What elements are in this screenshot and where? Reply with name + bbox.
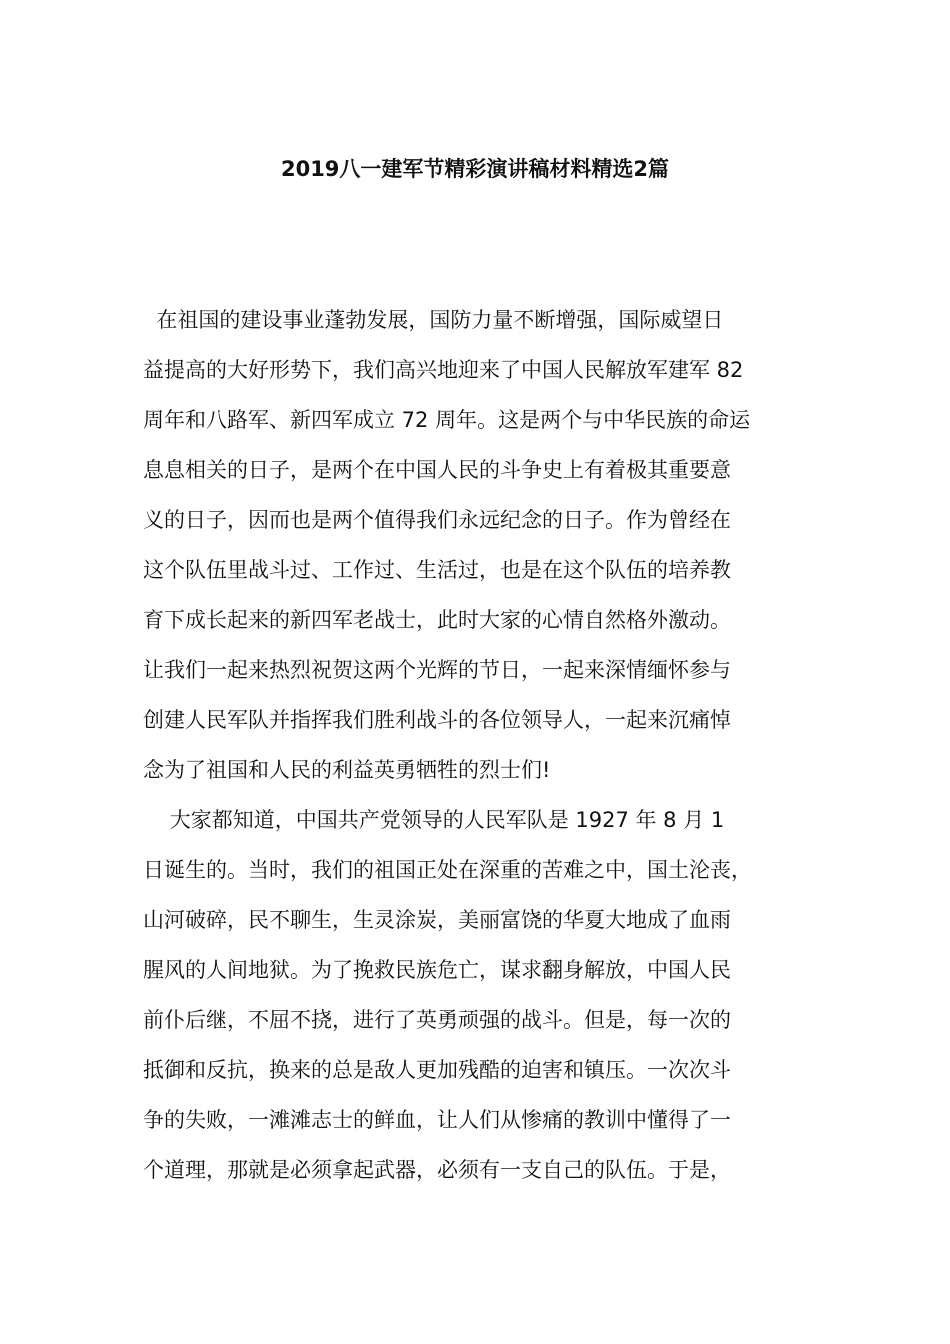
paragraph-line: 创建人民军队并指挥我们胜利战斗的各位领导人，一起来沉痛悼 (143, 708, 731, 732)
paragraph-line: 义的日子，因而也是两个值得我们永远纪念的日子。作为曾经在 (143, 508, 731, 532)
document-body (143, 300, 803, 1200)
paragraph-line: 抵御和反抗，换来的总是敌人更加残酷的迫害和镇压。一次次斗 (143, 1058, 731, 1082)
paragraph-line: 争的失败，一滩滩志士的鲜血，让人们从惨痛的教训中懂得了一 (143, 1108, 731, 1132)
document-title: 2019八一建军节精彩演讲稿材料精选2篇 (280, 157, 670, 181)
paragraph-line: 周年和八路军、新四军成立 72 周年。这是两个与中华民族的命运 (143, 408, 751, 432)
paragraph-line: 个道理，那就是必须拿起武器，必须有一支自己的队伍。于是， (143, 1158, 731, 1182)
paragraph-line: 大家都知道，中国共产党领导的人民军队是 1927 年 8 月 1 (143, 808, 725, 832)
paragraph-line: 在祖国的建设事业蓬勃发展，国防力量不断增强，国际威望日 (143, 308, 724, 332)
paragraph-line: 让我们一起来热烈祝贺这两个光辉的节日，一起来深情缅怀参与 (143, 658, 731, 682)
paragraph-line: 育下成长起来的新四军老战士，此时大家的心情自然格外激动。 (143, 608, 731, 632)
paragraph-line: 念为了祖国和人民的利益英勇牺牲的烈士们! (143, 758, 551, 782)
paragraph-line: 腥风的人间地狱。为了挽救民族危亡，谋求翻身解放，中国人民 (143, 958, 731, 982)
paragraph-line: 息息相关的日子，是两个在中国人民的斗争史上有着极其重要意 (143, 458, 731, 482)
paragraph-line: 益提高的大好形势下，我们高兴地迎来了中国人民解放军建军 82 (143, 358, 744, 382)
paragraph-line: 这个队伍里战斗过、工作过、生活过，也是在这个队伍的培养教 (143, 558, 731, 582)
paragraph-line: 日诞生的。当时，我们的祖国正处在深重的苦难之中，国土沦丧， (143, 858, 752, 882)
paragraph-line: 前仆后继，不屈不挠，进行了英勇顽强的战斗。但是，每一次的 (143, 1008, 731, 1032)
paragraph-line: 山河破碎，民不聊生，生灵涂炭，美丽富饶的华夏大地成了血雨 (143, 908, 731, 932)
